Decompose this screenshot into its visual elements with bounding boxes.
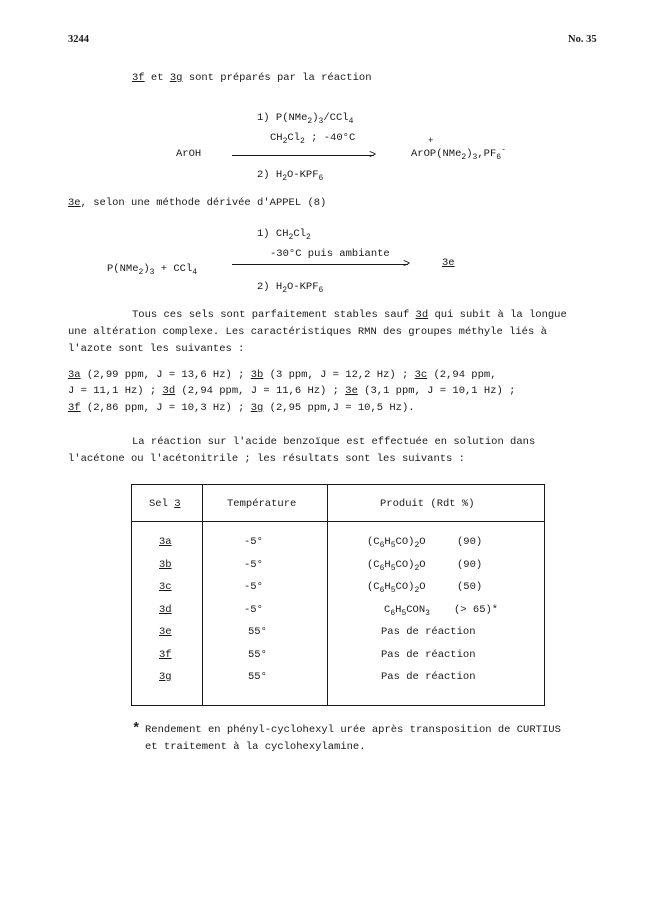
reaction1-step1: 1) $P(NMe_2)_3/CCl_4$ (257, 112, 354, 127)
footnote-line1: Rendement en phényl-cyclohexyl urée après transposition de CURTIUS (145, 724, 561, 736)
footnote-line2: et traitement à la cyclohexylamine. (145, 741, 366, 753)
table-cell-temperature: 55° (248, 648, 267, 661)
table-cell-product: Pas de réaction (381, 648, 476, 661)
footnote-mark: * (132, 721, 141, 737)
reaction1-reactant: ArOH (176, 148, 202, 160)
page-number: 3244 (68, 34, 89, 45)
table-cell-salt: 3a (159, 536, 172, 548)
para1-line1: Tous ces sels sont parfaitement stables sauf 3d qui subit à la longue (132, 309, 567, 321)
table-cell-temperature: 55° (248, 671, 267, 683)
reaction2-conditions: -30°C puis ambiante (270, 248, 390, 260)
table-header-salt: Sel 3 (149, 498, 181, 510)
table-cell-yield: (90) (457, 536, 483, 548)
table-cell-yield: (> 65)* (454, 603, 499, 616)
table-cell-temperature: 55° (248, 626, 267, 638)
table-cell-salt: 3d (159, 603, 172, 616)
para1-line3: l'azote sont les suivantes : (68, 343, 245, 355)
table-cell-salt: 3c (159, 581, 172, 593)
table-cell-product: Pas de réaction (381, 626, 476, 638)
salt-ref: 3f (132, 72, 145, 84)
table-cell-salt: 3e (159, 626, 172, 638)
table-cell-yield: (50) (457, 581, 483, 593)
salt-ref: 3g (169, 72, 183, 84)
reaction2-arrow (232, 264, 408, 265)
salt-ref: 3d (415, 309, 429, 321)
table-cell-temperature: -5° (244, 581, 263, 593)
table-cell-salt: 3g (159, 671, 172, 683)
table-divider (202, 485, 203, 705)
table-cell-product: Pas de réaction (381, 671, 476, 683)
table-divider (327, 485, 328, 705)
intro-line (132, 73, 372, 84)
salt-ref: 3e (68, 197, 81, 209)
table-cell-product: $(C_6H_5CO)_2O$ (367, 536, 426, 551)
reaction1-step2: 2) $H_2O-KPF_6$ (257, 169, 324, 184)
nmr-line1: 3a (2,99 ppm, J = 13,6 Hz) ; 3b (3 ppm, J = 12,2 Hz) ; 3c (2,94 ppm, (68, 369, 497, 381)
arrow-head-icon: > (403, 257, 411, 271)
reaction2-step2: 2) $H_2O-KPF_6$ (257, 281, 324, 296)
table-cell-product: $(C_6H_5CO)_2O$ (367, 581, 426, 596)
reaction1-arrow (232, 155, 374, 156)
reaction1-product: + $ArOP(NMe_2)_3,PF_6^-$ (411, 136, 506, 163)
intro-text: sont préparés par la réaction (188, 72, 372, 84)
reaction2-step1: 1) $CH_2Cl_2$ (257, 228, 311, 243)
nmr-line2: J = 11,1 Hz) ; 3d (2,94 ppm, J = 11,6 Hz) ; 3e (3,1 ppm, J = 10,1 Hz) ; (68, 385, 516, 397)
table-cell-salt: 3b (159, 558, 172, 571)
para1-line2: une altération complexe. Les caractéristiques RMN des groupes méthyle liés à (68, 326, 547, 338)
intro-connector: et (150, 72, 164, 84)
table-cell-product: $(C_6H_5CO)_2O$ (367, 558, 426, 573)
table-cell-salt: 3f (159, 648, 172, 661)
table-header-product: Produit (Rdt %) (380, 498, 475, 510)
para2-line2: l'acétone ou l'acétonitrile ; les résultats sont les suivants : (68, 453, 465, 465)
para2-line1: La réaction sur l'acide benzoïque est effectuée en solution dans (132, 436, 536, 448)
reaction2-reactants: $P(NMe_2)_3 + CCl_4$ (107, 263, 198, 278)
arrow-head-icon: > (369, 148, 377, 162)
line-3e: 3e, selon une méthode dérivée d'APPEL (8) (68, 197, 327, 209)
table-cell-temperature: -5° (244, 603, 263, 616)
table-header-rule (132, 521, 544, 522)
issue-number: No. 35 (568, 34, 597, 45)
table-cell-product: $C_6H_5CON_3$ (384, 603, 430, 618)
table-header-temperature: Température (227, 498, 297, 510)
nmr-line3: 3f (2,86 ppm, J = 10,3 Hz) ; 3g (2,95 ppm,J = 10,5 Hz). (68, 402, 415, 414)
reaction1-conditions: $CH_2Cl_2$ ; -40°C (270, 132, 356, 147)
table-cell-yield: (90) (457, 558, 483, 571)
table-cell-temperature: -5° (244, 558, 263, 571)
table-cell-temperature: -5° (244, 536, 263, 548)
reaction2-product: 3e (442, 257, 455, 269)
results-table (131, 484, 545, 706)
